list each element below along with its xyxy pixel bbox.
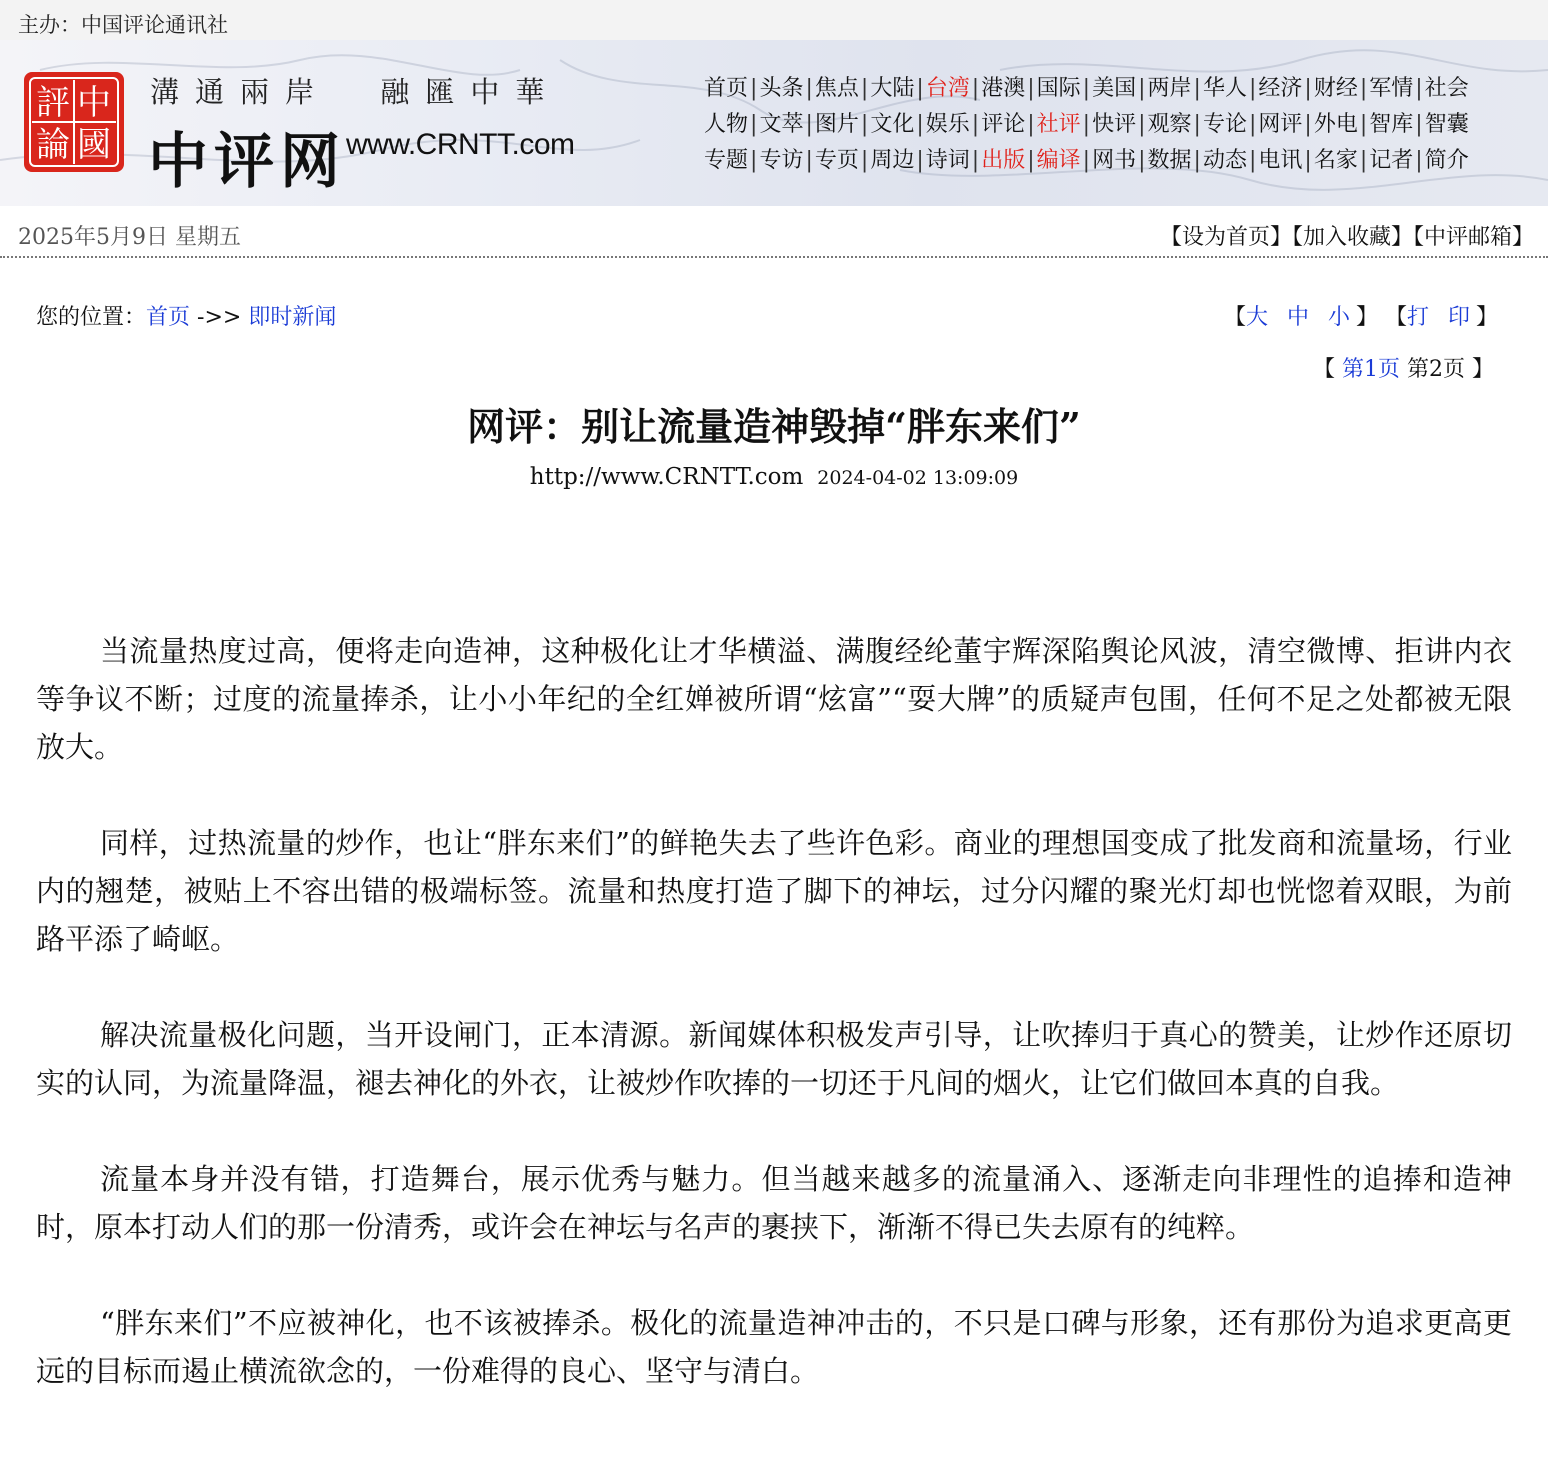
nav-link[interactable]: 简介 [1424, 148, 1469, 173]
article-paragraph: 同样，过热流量的炒作，也让“胖东来们”的鲜艳失去了些许色彩。商业的理想国变成了批发商和流量场，行业内的翘楚，被贴上不容出错的极端标签。流量和热度打造了脚下的神坛，过分闪耀的聚光灯却也恍惚着双眼，为前路平添了崎岖。 [36, 826, 1512, 956]
host-label: 主办：中国评论通讯社 [18, 13, 228, 37]
nav-link[interactable]: 出版 [981, 148, 1026, 173]
nav-link[interactable]: 焦点 [814, 76, 859, 101]
nav-link[interactable]: 观察 [1147, 112, 1192, 137]
nav-row [704, 146, 1544, 182]
nav-separator: | [1138, 148, 1146, 173]
nav-separator: | [1304, 148, 1312, 173]
nav-separator: | [860, 76, 869, 101]
nav-link[interactable]: 文化 [870, 112, 915, 137]
email-link[interactable]: 【中评邮箱】 [1412, 225, 1534, 250]
svg-text:國: 國 [77, 125, 111, 165]
nav-link[interactable]: 两岸 [1147, 76, 1192, 101]
nav-link[interactable]: 快评 [1092, 112, 1137, 137]
nav-separator: | [1415, 148, 1423, 173]
nav-row [704, 74, 1544, 110]
nav-separator: | [1027, 76, 1035, 101]
nav-link[interactable]: 智囊 [1424, 112, 1469, 137]
slogan: 溝通兩岸 融匯中華 [150, 75, 561, 109]
font-size-links[interactable]: 大 中 小 [1245, 305, 1356, 330]
nav-separator: | [1304, 76, 1312, 101]
svg-text:論: 論 [36, 125, 70, 165]
nav-separator: | [1193, 112, 1201, 137]
nav-link[interactable]: 军情 [1369, 76, 1414, 101]
nav-link[interactable]: 周边 [870, 148, 915, 173]
page-1-link[interactable]: 第1页 [1342, 357, 1400, 382]
top-info-bar [0, 0, 1548, 40]
nav-link[interactable]: 娱乐 [925, 112, 970, 137]
article-title: 网评：别让流量造神毁掉“胖东来们” [467, 404, 1081, 449]
nav-separator: | [805, 112, 813, 137]
breadcrumb [36, 300, 336, 331]
nav-link[interactable]: 国际 [1036, 76, 1081, 101]
current-date: 2025年5月9日 星期五 [18, 225, 241, 250]
breadcrumb-prefix: 您的位置： [36, 305, 147, 330]
nav-separator: | [1415, 112, 1423, 137]
nav-link[interactable]: 编译 [1036, 148, 1081, 173]
nav-separator: | [1248, 112, 1257, 137]
nav-separator: | [805, 148, 813, 173]
nav-link[interactable]: 外电 [1313, 112, 1358, 137]
nav-link[interactable]: 文萃 [759, 112, 804, 137]
nav-link[interactable]: 财经 [1313, 76, 1358, 101]
nav-link[interactable]: 专页 [814, 148, 859, 173]
nav-link[interactable]: 名家 [1313, 148, 1358, 173]
nav-separator: | [860, 148, 869, 173]
nav-link[interactable]: 网评 [1258, 112, 1303, 137]
nav-link[interactable]: 记者 [1369, 148, 1414, 173]
nav-link[interactable]: 数据 [1147, 148, 1192, 173]
breadcrumb-section-link[interactable]: 即时新闻 [248, 305, 337, 330]
nav-link[interactable]: 头条 [759, 76, 804, 101]
nav-separator: | [1248, 76, 1257, 101]
article-timestamp: 2024-04-02 13:09:09 [817, 467, 1019, 489]
nav-separator: | [1193, 76, 1201, 101]
nav-link[interactable]: 港澳 [981, 76, 1026, 101]
svg-text:評: 評 [36, 83, 70, 123]
nav-separator: | [805, 76, 813, 101]
nav-separator: | [1248, 148, 1257, 173]
utility-links [1160, 220, 1534, 251]
nav-link[interactable]: 人物 [704, 112, 749, 137]
nav-separator: | [750, 112, 758, 137]
nav-separator: | [971, 148, 980, 173]
article-paragraph: 当流量热度过高，便将走向造神，这种极化让才华横溢、满腹经纶董宇辉深陷舆论风波，清空微博、拒讲内衣等争议不断；过度的流量捧杀，让小小年纪的全红婵被所谓“炫富”“耍大牌”的质疑声包围，任何不足之处都被无限放大。 [36, 634, 1512, 764]
nav-separator: | [1359, 148, 1368, 173]
nav-separator: | [1027, 112, 1035, 137]
nav-separator: | [1027, 148, 1035, 173]
nav-separator: | [1082, 76, 1091, 101]
site-logo-text: 中评网 [148, 127, 346, 197]
nav-separator: | [1082, 112, 1091, 137]
nav-separator: | [916, 112, 924, 137]
nav-link[interactable]: 社评 [1036, 112, 1081, 137]
page-2-link[interactable]: 第2页 [1407, 357, 1465, 382]
nav-separator: | [1415, 76, 1423, 101]
nav-link[interactable]: 诗词 [925, 148, 970, 173]
print-link[interactable]: 打 印 [1406, 305, 1476, 330]
article-body [36, 627, 1512, 1443]
nav-link[interactable]: 美国 [1092, 76, 1137, 101]
nav-link[interactable]: 图片 [814, 112, 859, 137]
article-paragraph: 流量本身并没有错，打造舞台，展示优秀与魅力。但当越来越多的流量涌入、逐渐走向非理性的追捧和造神时，原本打动人们的那一份清秀，或许会在神坛与名声的裹挟下，渐渐不得已失去原有的纯粹。 [36, 1162, 1512, 1244]
nav-link[interactable]: 专访 [759, 148, 804, 173]
nav-link[interactable]: 动态 [1202, 148, 1247, 173]
site-logo-url: www.CRNTT.com [346, 128, 575, 161]
nav-link[interactable]: 智库 [1369, 112, 1414, 137]
nav-link[interactable]: 社会 [1424, 76, 1469, 101]
nav-separator: | [1304, 112, 1312, 137]
nav-separator: | [1082, 148, 1091, 173]
nav-link[interactable]: 大陆 [870, 76, 915, 101]
nav-link[interactable]: 网书 [1092, 148, 1137, 173]
nav-link[interactable]: 华人 [1202, 76, 1247, 101]
nav-separator: | [971, 76, 980, 101]
nav-separator: | [1359, 112, 1368, 137]
pagination: 【 第1页 第2页 】 [1313, 357, 1494, 382]
nav-link[interactable]: 专题 [704, 148, 749, 173]
article-paragraph: “胖东来们”不应被神化，也不该被捧杀。极化的流量造神冲击的，不只是口碑与形象，还有那份为追求更高更远的目标而遏止横流欲念的，一份难得的良心、坚守与清白。 [36, 1306, 1512, 1388]
article-source: http://www.CRNTT.com [529, 464, 804, 490]
nav-row [704, 110, 1544, 146]
breadcrumb-home-link[interactable]: 首页 [146, 305, 191, 330]
nav-link[interactable]: 评论 [981, 112, 1026, 137]
nav-link[interactable]: 台湾 [925, 76, 970, 101]
nav-link[interactable]: 经济 [1258, 76, 1303, 101]
nav-separator: | [1138, 76, 1146, 101]
nav-link[interactable]: 专论 [1202, 112, 1247, 137]
nav-separator: | [916, 76, 924, 101]
crn-seal-logo [22, 70, 126, 174]
add-favorite-link[interactable]: 【加入收藏】 [1291, 225, 1413, 250]
nav-link[interactable]: 首页 [704, 76, 749, 101]
nav-separator: | [750, 148, 758, 173]
nav-separator: | [1359, 76, 1368, 101]
svg-text:中: 中 [77, 83, 111, 123]
article-tools: 【大 中 小】 【打 印】 [1223, 305, 1498, 330]
breadcrumb-arrow: ->> [190, 305, 249, 330]
nav-separator: | [750, 76, 758, 101]
nav-separator: | [971, 112, 980, 137]
nav-separator: | [1138, 112, 1146, 137]
main-navigation [704, 74, 1544, 182]
article-paragraph: 解决流量极化问题，当开设闸门，正本清源。新闻媒体积极发声引导，让吹捧归于真心的赞美，让炒作还原切实的认同，为流量降温，褪去神化的外衣，让被炒作吹捧的一切还于凡间的烟火，让它们做回本真的自我。 [36, 1018, 1512, 1100]
masthead-banner [0, 40, 1548, 206]
nav-separator: | [916, 148, 924, 173]
nav-separator: | [1193, 148, 1201, 173]
nav-link[interactable]: 电讯 [1258, 148, 1303, 173]
nav-separator: | [860, 112, 869, 137]
set-homepage-link[interactable]: 【设为首页】 [1159, 225, 1292, 250]
article-meta [0, 464, 1548, 490]
date-bar [0, 206, 1548, 258]
